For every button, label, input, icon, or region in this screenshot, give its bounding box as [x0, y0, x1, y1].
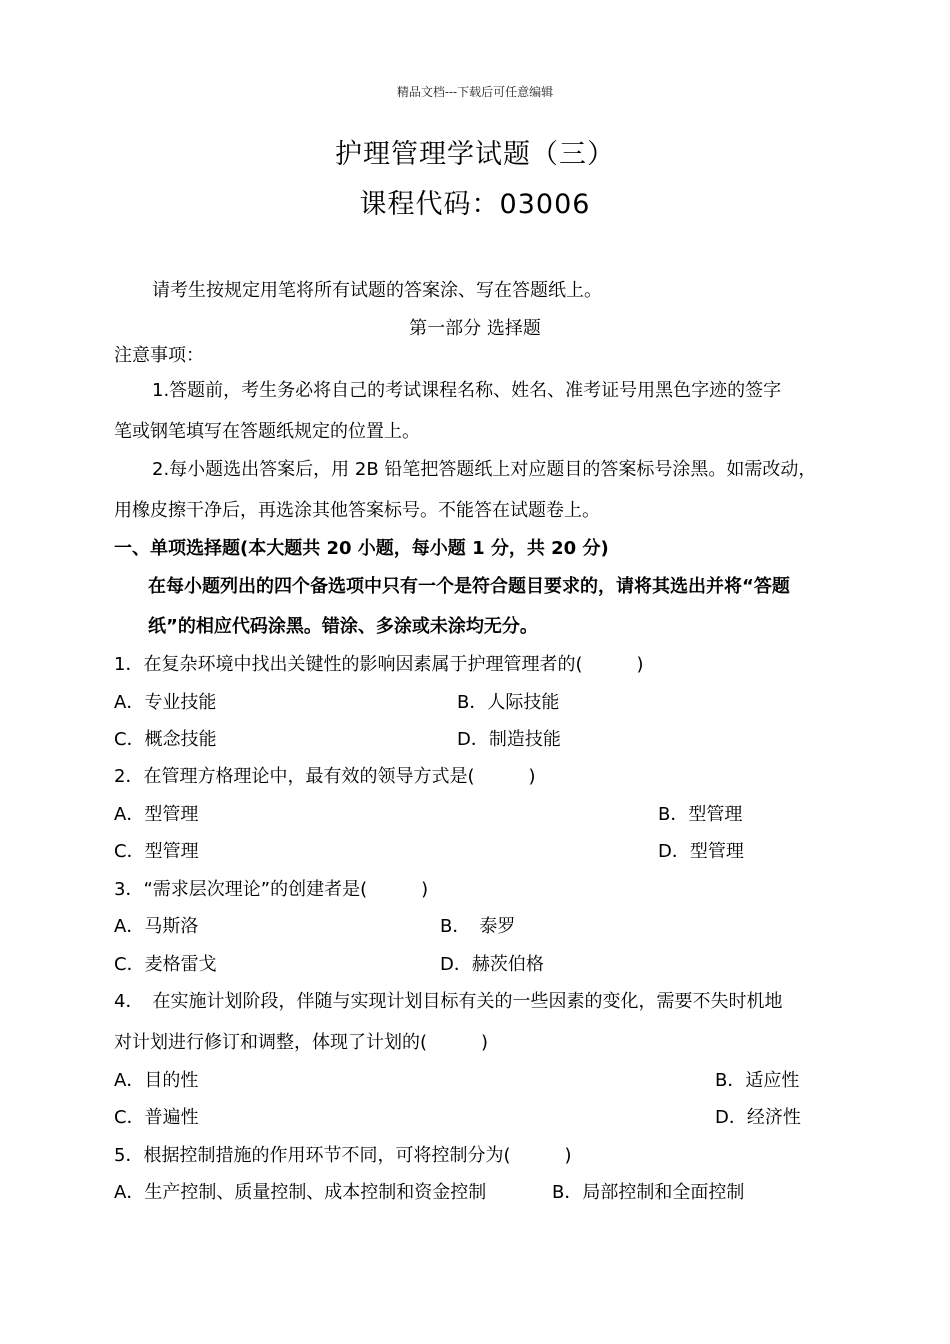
note-1-line-2: 笔或钢笔填写在答题纸规定的位置上。	[114, 421, 420, 442]
note-1-line-1: 1.答题前，考生务必将自己的考试课程名称、姓名、准考证号用黑色字迹的签字	[152, 380, 782, 401]
exam-title: 护理管理学试题（三）	[335, 139, 615, 170]
question-1-option-d: D．制造技能	[457, 729, 561, 750]
note-2-line-1: 2.每小题选出答案后，用 2B 铅笔把答题纸上对应题目的答案标号涂黑。如需改动，	[152, 459, 817, 480]
question-2-option-a: A．型管理	[114, 804, 199, 825]
question-4-option-c: C．普遍性	[114, 1107, 199, 1128]
question-1-option-c: C．概念技能	[114, 729, 217, 750]
course-code: 课程代码：03006	[359, 189, 591, 220]
question-2-option-d: D．型管理	[658, 841, 744, 862]
question-4-option-a: A．目的性	[114, 1070, 199, 1091]
section-1-desc-line-1: 在每小题列出的四个备选项中只有一个是符合题目要求的，请将其选出并将“答题	[148, 576, 790, 597]
question-3-stem: 3．“需求层次理论”的创建者是( )	[114, 879, 429, 900]
part-title: 第一部分 选择题	[409, 318, 541, 339]
question-5-option-b: B．局部控制和全面控制	[552, 1182, 745, 1203]
note-2-line-2: 用橡皮擦干净后，再选涂其他答案标号。不能答在试题卷上。	[114, 500, 600, 521]
instruction: 请考生按规定用笔将所有试题的答案涂、写在答题纸上。	[152, 280, 602, 301]
question-4-stem-line-2: 对计划进行修订和调整，体现了计划的( )	[114, 1032, 489, 1053]
question-1-stem: 1．在复杂环境中找出关键性的影响因素属于护理管理者的( )	[114, 654, 644, 675]
question-4-stem-line-1: 4． 在实施计划阶段，伴随与实现计划目标有关的一些因素的变化，需要不失时机地	[114, 991, 783, 1012]
question-5-stem: 5．根据控制措施的作用环节不同，可将控制分为( )	[114, 1145, 572, 1166]
page-header: 精品文档---下载后可任意编辑	[396, 85, 554, 99]
question-1-option-a: A．专业技能	[114, 692, 217, 713]
question-3-option-c: C．麦格雷戈	[114, 954, 217, 975]
question-3-option-a: A．马斯洛	[114, 916, 199, 937]
question-4-option-d: D．经济性	[715, 1107, 801, 1128]
question-2-stem: 2．在管理方格理论中，最有效的领导方式是( )	[114, 766, 536, 787]
question-5-option-a: A．生产控制、质量控制、成本控制和资金控制	[114, 1182, 487, 1203]
question-2-option-b: B．型管理	[658, 804, 743, 825]
notes-label: 注意事项：	[114, 345, 204, 366]
question-4-option-b: B．适应性	[715, 1070, 800, 1091]
section-1-title: 一、单项选择题(本大题共 20 小题，每小题 1 分，共 20 分)	[114, 538, 609, 559]
section-1-desc-line-2: 纸”的相应代码涂黑。错涂、多涂或未涂均无分。	[148, 616, 538, 637]
question-3-option-b: B． 泰罗	[440, 916, 516, 937]
question-3-option-d: D．赫茨伯格	[440, 954, 544, 975]
question-2-option-c: C．型管理	[114, 841, 199, 862]
question-1-option-b: B．人际技能	[457, 692, 560, 713]
